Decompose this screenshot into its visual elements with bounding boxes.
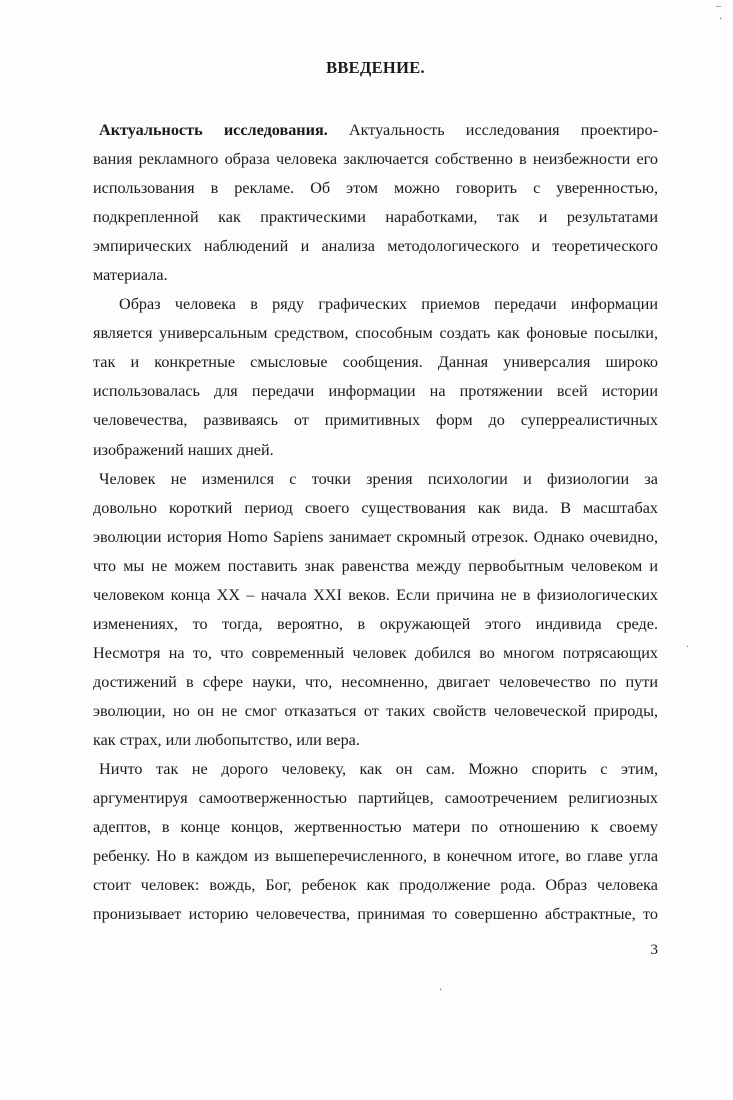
text-line: довольно короткий период своего существования как вида. В масштабах	[93, 498, 658, 517]
document-page	[93, 0, 658, 1100]
text-line: материала.	[93, 266, 168, 285]
text-line: стоит человек: вождь, Бог, ребенок как продолжение рода. Образ человека	[93, 876, 658, 895]
text-line: Несмотря на то, что современный человек добился во многом потрясающих	[93, 643, 658, 662]
text-line: Ничто так не дорого человеку, как он сам. Можно спорить с этим,	[99, 760, 658, 779]
text-line: является универсальным средством, способным создать как фоновые посылки,	[93, 324, 658, 343]
scan-mark: ·	[686, 642, 690, 653]
paragraph-value	[93, 755, 658, 929]
text-line: изображений наших дней.	[93, 440, 274, 459]
text-line: пронизывает историю человечества, принимая то совершенно абстрактные, то	[93, 905, 658, 924]
text-line: эмпирических наблюдений и анализа методологического и теоретического	[93, 237, 658, 256]
text-line: эволюции история Homo Sapiens занимает скромный отрезок. Однако очевидно,	[93, 527, 658, 546]
text-line: изменениях, то тогда, вероятно, в окружающей этого индивида среде.	[93, 614, 658, 633]
text-line: достижений в сфере науки, что, несомненно, двигает человечество по пути	[93, 672, 658, 691]
text-line: использования в рекламе. Об этом можно говорить с уверенностью,	[93, 179, 658, 198]
scan-mark: ·	[719, 14, 723, 25]
text-line-part: Актуальность исследования проектиро-	[327, 121, 658, 139]
text-line: человеком конца XX – начала XXI веков. Если причина не в физиологических	[93, 585, 658, 604]
text-line: адептов, в конце концов, жертвенностью матери по отношению к своему	[93, 818, 658, 837]
text-line: как страх, или любопытство, или вера.	[93, 730, 360, 749]
text-line: человечества, развиваясь от примитивных форм до суперреалистичных	[93, 411, 658, 430]
text-line: подкрепленной как практическими наработками, так и результатами	[93, 208, 658, 227]
text-line: Образ человека в ряду графических приемов передачи информации	[119, 295, 658, 314]
scan-mark: ¯	[716, 6, 721, 17]
text-line: ребенку. Но в каждом из вышеперечисленного, в конечном итоге, во главе угла	[93, 847, 658, 866]
page-number: 3	[650, 942, 658, 958]
text-line: использовалась для передачи информации на протяжении всей истории	[93, 382, 658, 401]
paragraph-image	[93, 290, 658, 464]
text-line: вания рекламного образа человека заключается собственно в неизбежности его	[93, 150, 658, 169]
body-text	[93, 116, 658, 929]
scan-mark: ·	[439, 985, 443, 996]
text-line: так и конкретные смысловые сообщения. Данная универсалия широко	[93, 353, 658, 372]
text-line: что мы не можем поставить знак равенства между первобытным человеком и	[93, 556, 658, 575]
paragraph-human	[93, 465, 658, 755]
text-line: Человек не изменился с точки зрения психологии и физиологии за	[99, 469, 658, 488]
section-lead: Актуальность исследования.	[99, 121, 328, 139]
text-line	[93, 116, 658, 145]
paragraph-relevance	[93, 116, 658, 290]
text-line: аргументируя самоотверженностью партийцев, самоотречением религиозных	[93, 789, 658, 808]
text-line: эволюции, но он не смог отказаться от таких свойств человеческой природы,	[93, 701, 658, 720]
page-title: ВВЕДЕНИЕ.	[326, 58, 425, 77]
